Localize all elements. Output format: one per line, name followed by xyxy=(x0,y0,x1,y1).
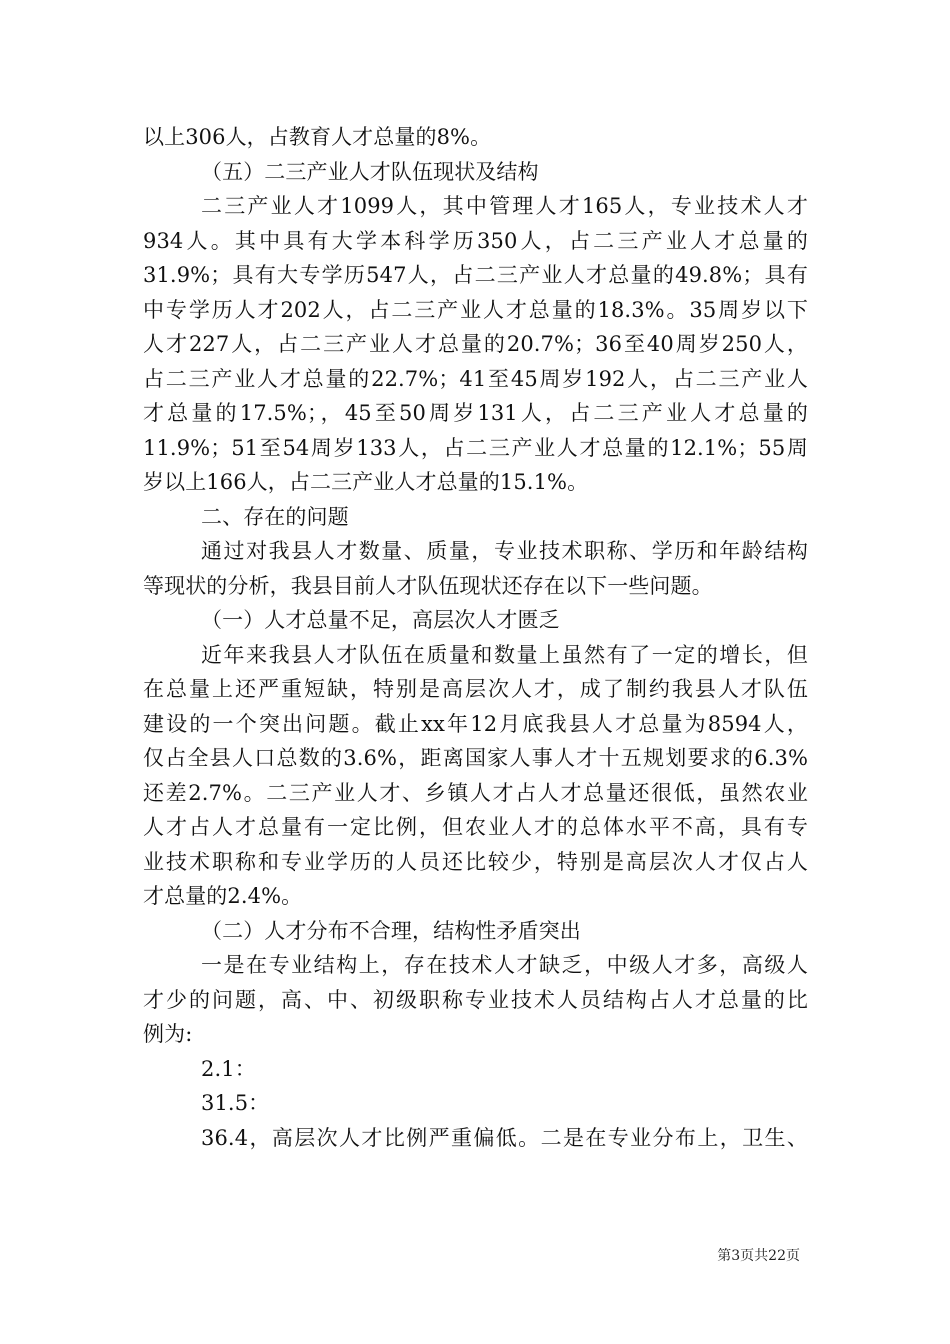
text-line: 业技术职称和专业学历的人员还比较少，特别是高层次人才仅占人 xyxy=(143,849,808,874)
text-line: 通过对我县人才数量、质量，专业技术职称、学历和年龄结构 xyxy=(201,539,808,563)
text-line: 中专学历人才202人，占二三产业人才总量的18.3%。35周岁以下 xyxy=(143,297,808,322)
text-line: 还差2.7%。二三产业人才、乡镇人才占人才总量还很低，虽然农业 xyxy=(143,780,808,805)
text-line: 等现状的分析，我县目前人才队伍现状还存在以下一些问题。 xyxy=(143,573,713,598)
text-line: 才少的问题，高、中、初级职称专业技术人员结构占人才总量的比 xyxy=(143,987,808,1012)
text-line: 才总量的17.5%；，45至50周岁131人，占二三产业人才总量的 xyxy=(143,401,808,425)
text-line: 人才227人，占二三产业人才总量的20.7%；36至40周岁250人， xyxy=(143,332,808,356)
text-line: 例为: xyxy=(143,1022,193,1046)
text-line: （五）二三产业人才队伍现状及结构 xyxy=(201,159,539,184)
text-line: 在总量上还严重短缺，特别是高层次人才，成了制约我县人才队伍 xyxy=(143,677,808,701)
text-line: 一是在专业结构上，存在技术人才缺乏，中级人才多，高级人 xyxy=(201,953,808,977)
text-line: 11.9%；51至54周岁133人，占二三产业人才总量的12.1%；55周 xyxy=(143,435,808,460)
text-line: 近年来我县人才队伍在质量和数量上虽然有了一定的增长，但 xyxy=(201,642,808,667)
text-line: 934人。其中具有大学本科学历350人，占二三产业人才总量的 xyxy=(143,228,808,253)
text-line: 2.1： xyxy=(201,1056,256,1081)
page-number: 第3页共22页 xyxy=(717,1248,800,1264)
text-line: 仅占全县人口总数的3.6%，距离国家人事人才十五规划要求的6.3% xyxy=(143,746,808,770)
text-line: 31.5： xyxy=(201,1091,270,1115)
text-line: 才总量的2.4%。 xyxy=(143,884,303,908)
text-line: 岁以上166人，占二三产业人才总量的15.1%。 xyxy=(143,470,589,494)
text-line: 建设的一个突出问题。截止xx年12月底我县人才总量为8594人， xyxy=(143,711,808,736)
text-line: 人才占人才总量有一定比例，但农业人才的总体水平不高，具有专 xyxy=(143,815,808,839)
document-body xyxy=(143,120,808,1155)
text-line: 占二三产业人才总量的22.7%；41至45周岁192人，占二三产业人 xyxy=(143,366,808,391)
text-line: 31.9%；具有大专学历547人，占二三产业人才总量的49.8%；具有 xyxy=(143,263,808,287)
text-line: （一）人才总量不足，高层次人才匮乏 xyxy=(201,608,560,632)
text-line: 二三产业人才1099人，其中管理人才165人，专业技术人才 xyxy=(201,194,808,218)
text-line: 36.4，高层次人才比例严重偏低。二是在专业分布上，卫生、 xyxy=(201,1125,808,1150)
text-line: 二、存在的问题 xyxy=(201,504,349,529)
text-line: （二）人才分布不合理，结构性矛盾突出 xyxy=(201,918,581,943)
text-line: 以上306人，占教育人才总量的8%。 xyxy=(143,125,492,149)
